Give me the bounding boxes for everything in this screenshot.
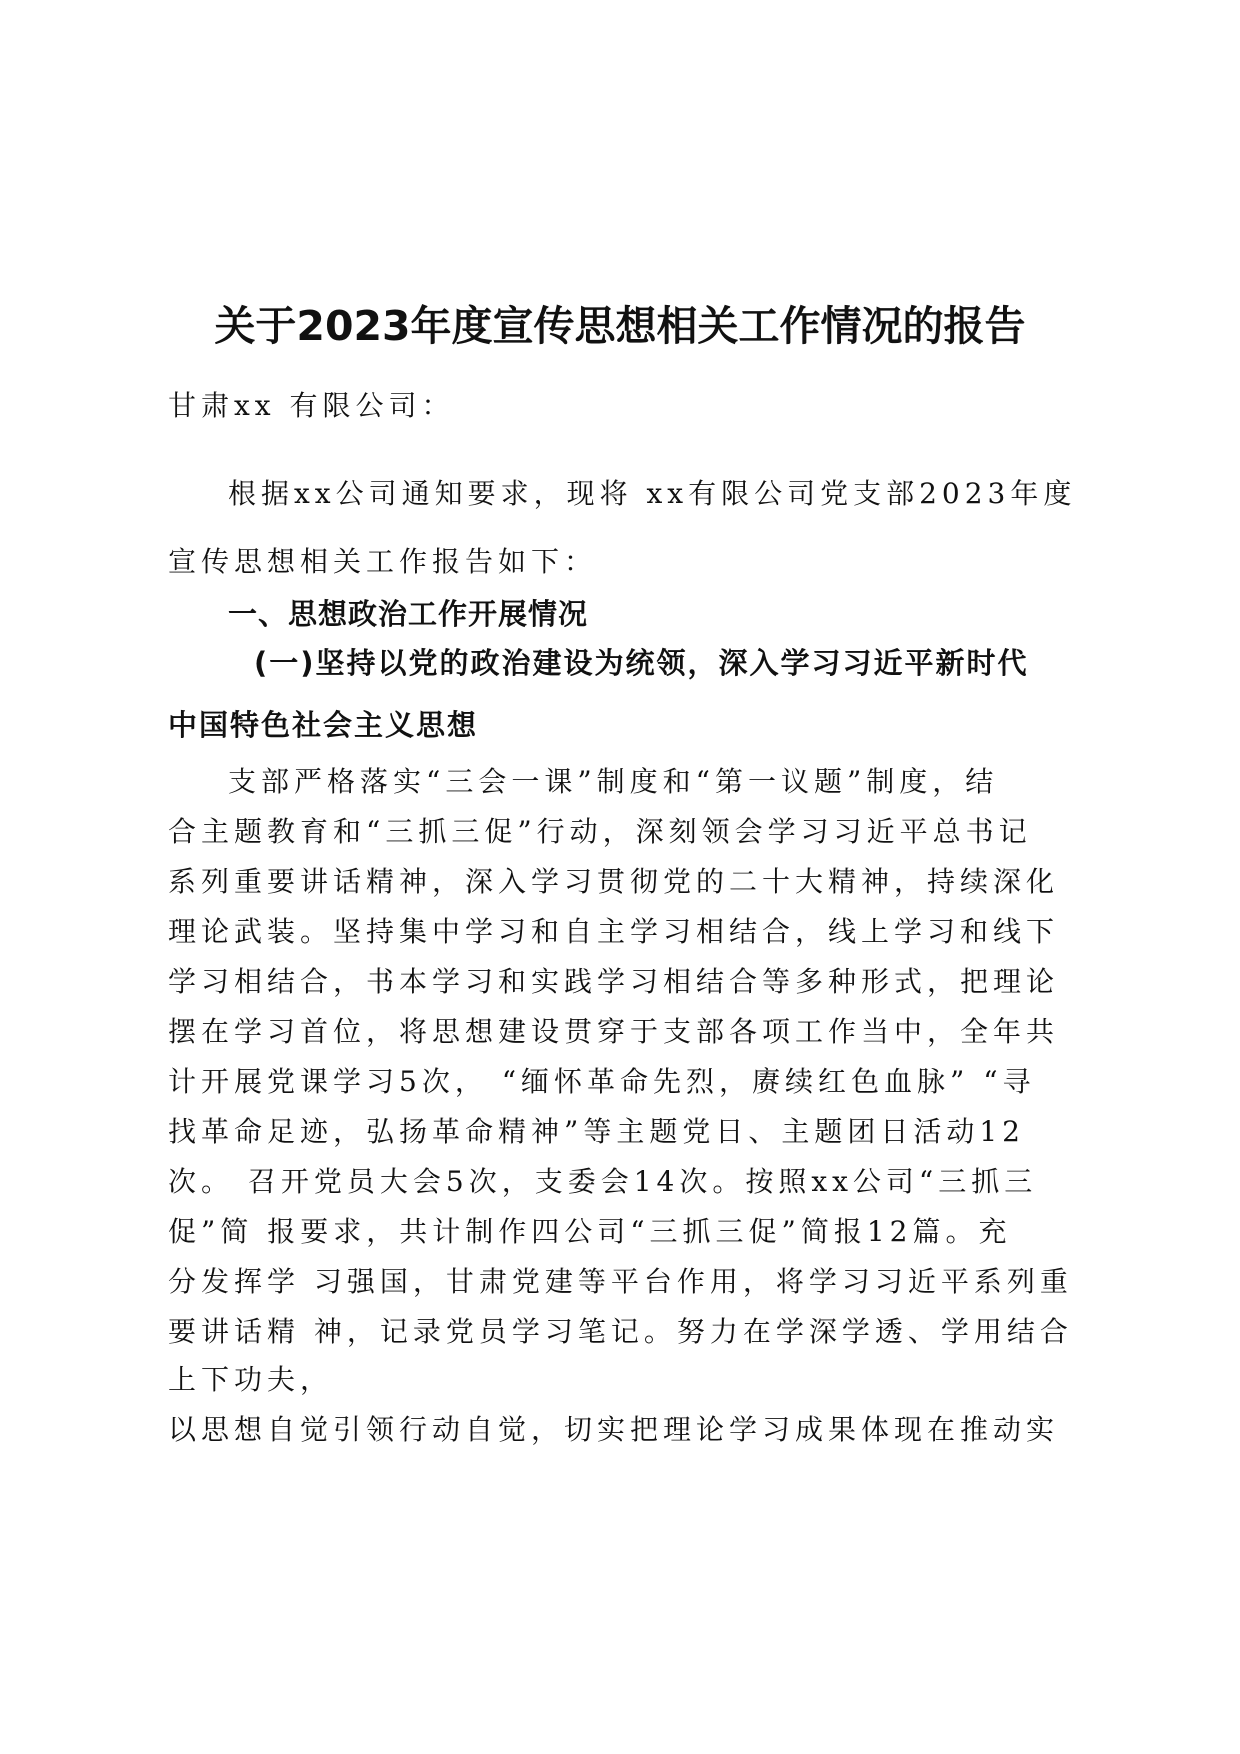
paragraph-line-14: 以思想自觉引领行动自觉，切实把理论学习成果体现在推动实 [168, 1413, 1060, 1446]
paragraph-line-7: 计开展党课学习5次， “缅怀革命先烈，赓续红色血脉” “寻 [168, 1065, 1036, 1098]
subsection-1-heading-line-2: 中国特色社会主义思想 [168, 708, 479, 742]
paragraph-line-10: 促”简 报要求，共计制作四公司“三抓三促”简报12篇。充 [168, 1215, 1012, 1248]
intro-line-2: 宣传思想相关工作报告如下： [168, 545, 598, 578]
paragraph-line-13: 上下功夫， [168, 1363, 334, 1396]
paragraph-line-3: 系列重要讲话精神，深入学习贯彻党的二十大精神，持续深化 [168, 865, 1060, 898]
paragraph-line-5: 学习相结合，书本学习和实践学习相结合等多种形式，把理论 [168, 965, 1060, 998]
paragraph-line-2: 合主题教育和“三抓三促”行动，深刻领会学习习近平总书记 [168, 815, 1032, 848]
intro-line-1: 根据xx公司通知要求，现将 xx有限公司党支部2023年度 [228, 477, 1077, 510]
salutation: 甘肃xx 有限公司： [168, 389, 455, 422]
paragraph-line-8: 找革命足迹，弘扬革命精神”等主题党日、主题团日活动12 [168, 1115, 1025, 1148]
paragraph-line-4: 理论武装。坚持集中学习和自主学习相结合，线上学习和线下 [168, 915, 1060, 948]
section-1-heading: 一、思想政治工作开展情况 [228, 597, 589, 631]
paragraph-line-1: 支部严格落实“三会一课”制度和“第一议题”制度，结 [228, 765, 999, 798]
report-title: 关于2023年度宣传思想相关工作情况的报告 [214, 302, 1026, 350]
paragraph-line-9: 次。 召开党员大会5次，支委会14次。按照xx公司“三抓三 [168, 1165, 1038, 1198]
paragraph-line-11: 分发挥学 习强国，甘肃党建等平台作用，将学习习近平系列重 [168, 1265, 1073, 1298]
subsection-1-heading-line-1: (一)坚持以党的政治建设为统领，深入学习习近平新时代 [254, 646, 1029, 680]
paragraph-line-6: 摆在学习首位，将思想建设贯穿于支部各项工作当中，全年共 [168, 1015, 1060, 1048]
paragraph-line-12: 要讲话精 神，记录党员学习笔记。努力在学深学透、学用结合 [168, 1315, 1073, 1348]
